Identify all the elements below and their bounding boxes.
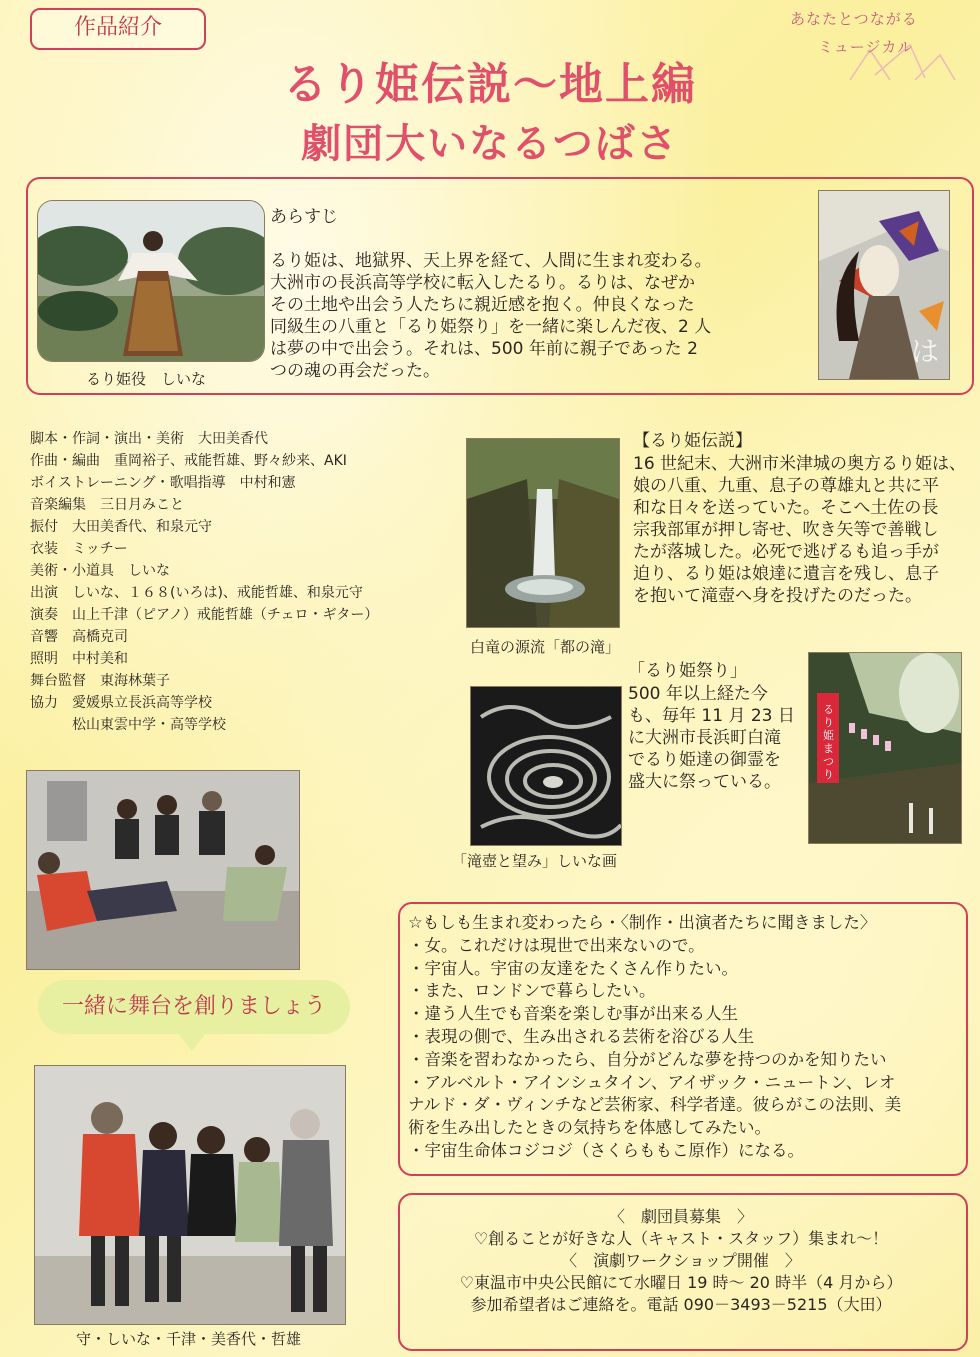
- credit-item: 照明 中村美和: [30, 651, 128, 667]
- legend-line: 迫り、るり姫は娘達に遺言を残し、息子: [633, 564, 939, 584]
- svg-text:は: は: [911, 335, 940, 368]
- dancer-photo: [37, 200, 265, 362]
- credit-item: 衣装 ミッチー: [30, 541, 128, 557]
- reborn-line: ナルド・ダ・ヴィンチなど芸術家、科学者達。彼らがこの法則、美: [408, 1095, 902, 1115]
- credit-item: ボイストレーニング・歌唱指導 中村和憲: [30, 475, 296, 491]
- reborn-line: ・宇宙人。宇宙の友達をたくさん作りたい。: [408, 958, 738, 978]
- legend-line: 娘の八重、九重、息子の尊雄丸と共に平: [633, 476, 939, 496]
- credit-item: 美術・小道具 しいな: [30, 563, 170, 579]
- synopsis-line: 同級生の八重と「るり姫祭り」を一緒に楽しんだ夜、2 人: [270, 317, 712, 337]
- reborn-line: ・表現の側で、生み出される芸術を浴びる人生: [408, 1026, 755, 1046]
- waterfall-photo: [466, 438, 620, 628]
- ruri-illustration: [818, 190, 950, 380]
- synopsis-line: るり姫は、地獄界、天上界を経て、人間に生まれ変わる。: [270, 251, 712, 271]
- ruri-illustration-image: [819, 191, 949, 379]
- recruit-line: 〈 演劇ワークショップ開催 〉: [561, 1251, 801, 1270]
- reborn-text: [408, 912, 901, 1163]
- section-tag: 作品紹介: [30, 8, 206, 50]
- legend-text: [633, 453, 966, 607]
- festival-line: でるり姫達の御霊を: [628, 750, 781, 770]
- legend-line: 16 世紀末、大洲市米津城の奥方るり姫は、: [633, 454, 967, 474]
- festival-line: も、毎年 11 月 23 日: [628, 706, 795, 726]
- painting-image: [471, 687, 621, 845]
- festival-banner-text: るり姫まつり: [823, 703, 834, 781]
- waterfall-caption: 白竜の源流「都の滝」: [470, 638, 621, 656]
- credits-list: [30, 428, 378, 736]
- synopsis-line: つの魂の再会だった。: [270, 361, 440, 381]
- recruit-line: ♡創ることが好きな人（キャスト・スタッフ）集まれ～！: [473, 1229, 889, 1248]
- credit-item: 演奏 山上千津（ピアノ）戒能哲雄（チェロ・ギター）: [30, 607, 379, 623]
- credit-item: 出演 しいな、１６８(いろは)、戒能哲雄、和泉元守: [30, 585, 363, 601]
- festival-photo-image: [809, 653, 961, 843]
- reborn-line: ・宇宙生命体コジコジ（さくらももこ原作）になる。: [408, 1140, 804, 1160]
- waterfall-photo-image: [467, 439, 619, 627]
- synopsis-line: は夢の中で出会う。それは、500 年前に親子であった 2: [270, 339, 698, 359]
- painting-caption: 「滝壺と望み」しいな画: [452, 852, 618, 870]
- festival-text: [628, 683, 795, 793]
- invite-pill-tail: [178, 1033, 206, 1051]
- legend-heading: 【るり姫伝説】: [633, 431, 752, 451]
- recruit-text: [398, 1206, 964, 1316]
- festival-heading: 「るり姫祭り」: [628, 661, 747, 681]
- invite-pill: 一緒に舞台を創りましょう: [38, 980, 350, 1034]
- credit-item: 振付 大田美香代、和泉元守: [30, 519, 212, 535]
- dancer-photo-caption: るり姫役 しいな: [86, 370, 207, 388]
- recruit-line: 〈 劇団員募集 〉: [608, 1207, 753, 1226]
- synopsis-line: 大洲市の長浜高等学校に転入したるり。るりは、なぜか: [270, 273, 695, 293]
- page-subtitle: 劇団大いなるつばさ: [301, 121, 679, 167]
- festival-line: に大洲市長浜町白滝: [628, 728, 781, 748]
- group-photo-caption: 守・しいな・千津・美香代・哲雄: [76, 1330, 302, 1348]
- legend-line: 和な日々を送っていた。そこへ土佐の長: [633, 498, 939, 518]
- credit-item: 脚本・作詞・演出・美術 大田美香代: [30, 431, 268, 447]
- legend-line: を抱いて滝壺へ身を投げたのだった。: [633, 586, 922, 606]
- reborn-line: ・音楽を習わなかったら、自分がどんな夢を持つのかを知りたい: [408, 1049, 887, 1069]
- recruit-line: ♡東温市中央公民館にて水曜日 19 時～ 20 時半（4 月から）: [459, 1273, 903, 1292]
- synopsis-heading: あらすじ: [270, 207, 338, 227]
- festival-line: 500 年以上経た今: [628, 684, 768, 704]
- tagline-line-1: あなたとつながる: [790, 10, 918, 28]
- legend-line: たが落城した。必死で逃げるも追っ手が: [633, 542, 939, 562]
- group-photo-image: [35, 1066, 345, 1324]
- dancer-photo-image: [38, 201, 264, 361]
- festival-photo: [808, 652, 962, 844]
- reborn-line: ・違う人生でも音楽を楽しむ事が出来る人生: [408, 1004, 738, 1024]
- group-photo: [34, 1065, 346, 1325]
- credit-item: 音響 高橋克司: [30, 629, 128, 645]
- credit-item: 作曲・編曲 重岡裕子、戒能哲雄、野々紗来、AKI: [30, 453, 347, 469]
- tagline-line-2: ミュージカル: [818, 38, 914, 56]
- reborn-line: ・アルベルト・アインシュタイン、アイザック・ニュートン、レオ: [408, 1072, 896, 1092]
- synopsis-text: [270, 250, 712, 382]
- festival-line: 盛大に祭っている。: [628, 772, 781, 792]
- reborn-line: 術を生み出したときの気持ちを体感してみたい。: [408, 1118, 771, 1138]
- synopsis-line: その土地や出会う人たちに親近感を抱く。仲良くなった: [270, 295, 695, 315]
- page-title: るり姫伝説～地上編: [283, 59, 697, 110]
- credit-item: 音楽編集 三日月みこと: [30, 497, 184, 513]
- reborn-line: ・女。これだけは現世で出来ないので。: [408, 935, 705, 955]
- recruit-line: 参加希望者はご連絡を。電話 090－3493－5215（大田）: [470, 1295, 892, 1314]
- credit-item: 舞台監督 東海林葉子: [30, 673, 170, 689]
- credit-item: 松山東雲中学・高等学校: [30, 717, 226, 733]
- rehearsal-photo: [26, 770, 300, 970]
- rehearsal-photo-image: [27, 771, 299, 969]
- reborn-line: ・また、ロンドンで暮らしたい。: [408, 981, 656, 1001]
- credit-item: 協力 愛媛県立長浜高等学校: [30, 695, 212, 711]
- reborn-line: ☆もしも生まれ変わったら・〈制作・出演者たちに聞きました〉: [408, 913, 877, 932]
- painting: [470, 686, 622, 846]
- legend-line: 宗我部軍が押し寄せ、吹き矢等で善戦し: [633, 520, 939, 540]
